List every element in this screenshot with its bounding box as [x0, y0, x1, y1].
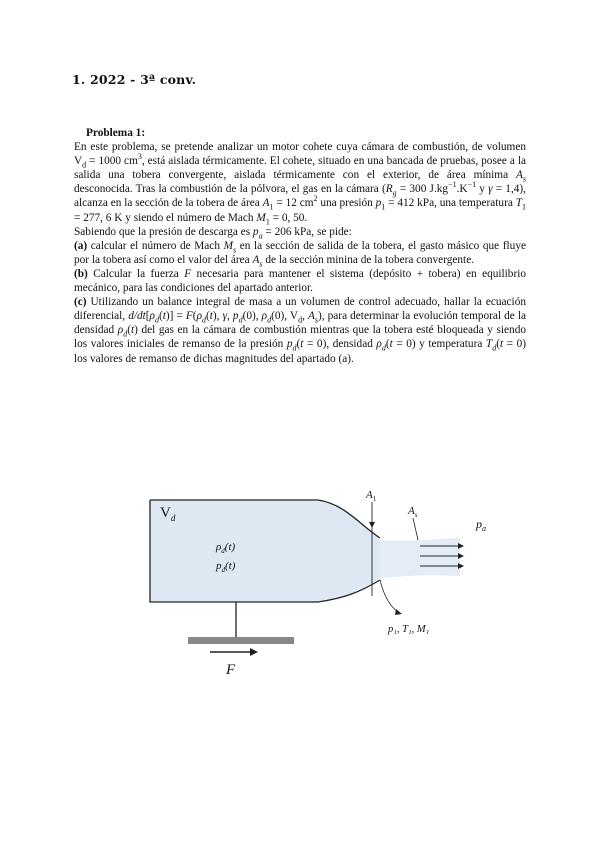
problem-title: Problema 1:	[86, 127, 146, 139]
text-segment: A	[262, 197, 270, 210]
text-segment: M	[256, 211, 266, 224]
text-segment: una presión	[317, 197, 376, 210]
text-segment: = 0) y temperatura	[392, 338, 486, 351]
text-segment: ρ	[149, 310, 155, 323]
text-segment: ),	[212, 310, 223, 323]
text-segment: calcular el número de Mach	[87, 239, 224, 252]
rocket-diagram	[140, 480, 500, 680]
text-segment: de la sección minina de la tobera convergente.	[262, 253, 475, 266]
text-segment: 3	[137, 152, 142, 162]
text-segment: d	[298, 315, 303, 325]
part-a-text	[74, 239, 526, 269]
text-segment: T	[515, 197, 522, 210]
pa-label: $p_a$	[476, 517, 486, 533]
text-segment: desconocida. Tras la combustión de la pólvora, el gas en la cámara (	[74, 183, 386, 196]
text-segment: p	[375, 197, 382, 210]
text-segment: p	[232, 310, 239, 323]
text-segment: )] =	[165, 310, 186, 323]
text-segment: t	[300, 338, 304, 351]
text-segment: 1	[265, 216, 270, 226]
text-segment: γ	[488, 183, 493, 196]
text-segment: d	[292, 343, 297, 353]
text-segment: = 12 cm	[273, 197, 314, 210]
part-a-label: (a)	[74, 239, 88, 252]
rho-label: $\rho_d(t)$	[216, 541, 236, 555]
part-c-text	[74, 296, 526, 364]
text-segment: A	[252, 253, 260, 266]
part-b-text	[74, 268, 526, 294]
text-segment: 1	[381, 202, 386, 212]
text-segment: s	[314, 315, 318, 325]
text-segment: F	[184, 267, 192, 280]
text-segment: [	[145, 310, 150, 323]
text-segment: s	[259, 259, 263, 269]
a1-label: $A_1$	[366, 489, 377, 503]
text-segment: t	[130, 324, 135, 337]
text-segment: p	[286, 338, 293, 351]
text-segment: d	[492, 343, 497, 353]
part-b-label: (b)	[74, 267, 88, 280]
text-segment: ρ	[261, 310, 268, 323]
text-segment: ,	[227, 310, 233, 323]
condition-arrow	[395, 609, 402, 615]
part-c-label: (c)	[74, 296, 87, 309]
problem-statement	[74, 126, 526, 366]
text-segment: = 412 kPa, una temperatura	[385, 197, 516, 210]
text-segment: t	[499, 338, 504, 351]
force-arrow-head	[250, 648, 258, 656]
text-segment: 2	[313, 194, 318, 204]
text-segment: (	[127, 324, 131, 337]
text-segment: −1	[467, 180, 477, 190]
problem-ask	[74, 225, 526, 239]
text-segment: y	[476, 183, 489, 196]
condition-label: p₁, T₁, M₁	[388, 624, 430, 635]
as-leader-line	[413, 518, 418, 540]
text-segment: T	[485, 338, 493, 351]
text-segment: d/dt	[128, 310, 146, 323]
text-segment: = 277, 6 K y siendo el número de Mach	[74, 211, 257, 224]
text-segment: d	[202, 315, 206, 325]
text-segment: = 1000 cm	[86, 155, 138, 168]
a1-arrow-top	[369, 522, 375, 528]
text-segment: s	[233, 245, 237, 254]
part-a	[74, 239, 526, 267]
text-segment: = 0) los valores de remanso de dichas magnitudes del apartado (a).	[74, 338, 526, 365]
vd-label: $V_d$	[160, 505, 176, 523]
ground-bar	[188, 637, 294, 644]
text-segment: ρ	[196, 310, 202, 323]
text-segment: A	[307, 310, 315, 323]
text-segment: (	[158, 310, 163, 323]
text-segment: (	[496, 338, 500, 351]
text-segment: = 0, 50.	[269, 211, 308, 224]
text-segment: M	[223, 239, 233, 252]
text-segment: ) del gas en la cámara de combustión mientras que la tobera esté bloqueada y siendo los valores iniciales de remanso de la presión	[74, 324, 526, 351]
text-segment: R	[385, 183, 393, 196]
text-segment: (0), V	[271, 310, 299, 323]
text-segment: d	[123, 329, 128, 339]
rocket-diagram-svg	[140, 480, 500, 680]
text-segment: Sabiendo que la presión de descarga es	[74, 225, 253, 238]
text-segment: ρ	[117, 324, 124, 337]
text-segment: ,	[302, 310, 308, 323]
text-segment: d	[82, 160, 87, 170]
condition-leader	[380, 580, 398, 612]
p-label: $p_d(t)$	[216, 560, 236, 574]
text-segment: F	[185, 310, 193, 323]
part-b	[74, 267, 526, 295]
part-c	[74, 295, 526, 365]
text-segment: g	[392, 188, 397, 198]
text-segment: t	[209, 310, 213, 323]
text-segment: ρ	[376, 338, 382, 351]
section-title: 1. 2022 - 3ª conv.	[72, 72, 197, 87]
text-segment: Utilizando un balance integral de masa a un volumen de control adecuado, hallar la ecuación diferencial,	[74, 296, 526, 323]
text-segment: = 206 kPa, se pide:	[262, 225, 352, 238]
text-segment: p	[252, 225, 259, 238]
chamber-gas	[150, 500, 380, 602]
text-segment: t	[389, 338, 393, 351]
text-segment: s	[522, 174, 526, 184]
text-segment: 1	[269, 202, 274, 212]
text-segment: (	[192, 310, 197, 323]
text-segment: γ	[222, 310, 228, 323]
text-segment: = 300 J.kg	[396, 183, 449, 196]
text-segment: t	[162, 310, 166, 323]
text-segment: d	[381, 343, 386, 353]
text-segment: = 0), densidad	[303, 338, 377, 351]
text-segment: = 1,4), alcanza en la sección de la tobera de área	[74, 183, 527, 210]
text-segment: d	[267, 315, 272, 325]
problem-intro	[74, 140, 526, 225]
text-segment: d	[238, 315, 243, 325]
text-segment: En este problema, se pretende analizar un motor cohete cuya cámara de combustión, de volumen V	[74, 141, 526, 168]
text-segment: en la sección de salida de la tobera, el gasto másico que fluye por la tobera así como el valor del área	[74, 239, 526, 266]
text-segment: .K	[456, 183, 468, 196]
text-segment: −1	[448, 180, 457, 190]
text-segment: , está aislada térmicamente. El cohete, situado en una bancada de pruebas, posee a la salida una tobera convergente, aislada térmicamente con el exterior, de área mínima	[74, 155, 526, 182]
text-segment: d	[154, 315, 159, 325]
text-segment: A	[515, 169, 523, 182]
text-segment: a	[258, 230, 263, 240]
text-segment: (	[206, 310, 210, 323]
as-label: $A_s$	[408, 505, 418, 519]
text-segment: (	[385, 338, 390, 351]
exhaust-plume	[380, 538, 460, 578]
text-segment: (	[296, 338, 301, 351]
force-label: F	[226, 662, 236, 678]
text-segment: 1	[521, 202, 526, 212]
text-segment: ), para determinar la evolución temporal de la densidad	[74, 310, 527, 337]
text-segment: Calcular la fuerza	[87, 267, 185, 280]
text-segment: necesaria para mantener el sistema (depósito + tobera) en equilibrio mecánico, para las condiciones del apartado anterior.	[74, 267, 526, 295]
text-segment: (0),	[242, 310, 262, 323]
